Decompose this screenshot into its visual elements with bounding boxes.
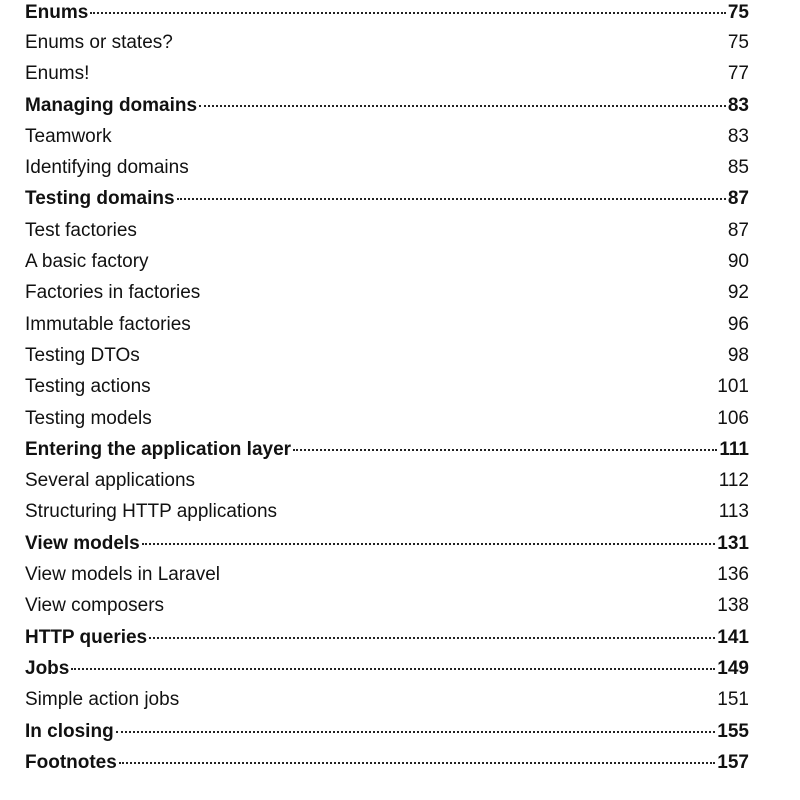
toc-entry[interactable] [25, 246, 749, 277]
dot-leader [199, 105, 726, 107]
dot-leader [119, 762, 715, 764]
toc-entry[interactable] [25, 152, 749, 183]
toc-entry[interactable] [25, 215, 749, 246]
toc-entry-page: 136 [717, 564, 749, 586]
toc-entry-page: 149 [717, 657, 749, 679]
toc-entry-title: Several applications [25, 470, 196, 492]
toc-entry-page: 75 [727, 2, 749, 23]
toc-entry-page: 90 [727, 251, 749, 273]
toc-entry-title: Entering the application layer [25, 438, 292, 460]
toc-entry-title: Identifying domains [25, 157, 189, 179]
toc-entry-title: Testing domains [25, 188, 175, 210]
toc-entry-page: 87 [727, 188, 749, 210]
toc-entry-page: 131 [717, 532, 749, 554]
toc-entry-page: 83 [727, 94, 749, 116]
toc-entry[interactable] [25, 747, 749, 778]
toc-entry-title: Test factories [25, 219, 137, 241]
toc-entry-title: A basic factory [25, 251, 149, 273]
toc-entry[interactable] [25, 90, 749, 121]
toc-entry-title: In closing [25, 720, 114, 742]
toc-entry[interactable] [25, 434, 749, 465]
toc-entry[interactable] [25, 559, 749, 590]
toc-entry-title: HTTP queries [25, 626, 148, 648]
toc-entry-page: 75 [727, 32, 749, 53]
dot-leader [149, 637, 715, 639]
toc-entry-title: Footnotes [25, 751, 117, 773]
toc-entry[interactable] [25, 528, 749, 559]
table-of-contents [25, 0, 749, 778]
toc-entry[interactable] [25, 309, 749, 340]
toc-entry-page: 77 [727, 63, 749, 85]
toc-entry[interactable] [25, 277, 749, 308]
toc-entry-page: 151 [717, 689, 749, 711]
toc-entry-page: 155 [717, 720, 749, 742]
toc-entry-page: 157 [717, 751, 749, 773]
toc-entry[interactable] [25, 465, 749, 496]
toc-entry-title: Enums! [25, 63, 90, 85]
dot-leader [177, 198, 726, 200]
toc-entry-page: 141 [717, 626, 749, 648]
dot-leader [293, 449, 717, 451]
toc-entry-title: Jobs [25, 657, 70, 679]
toc-entry-page: 98 [727, 344, 749, 366]
dot-leader [90, 12, 726, 14]
dot-leader [142, 543, 716, 545]
toc-entry-title: Enums or states? [25, 32, 173, 53]
toc-entry[interactable] [25, 684, 749, 715]
toc-entry-page: 101 [717, 376, 749, 398]
toc-entry[interactable] [25, 0, 749, 27]
toc-entry[interactable] [25, 121, 749, 152]
toc-entry-page: 85 [727, 157, 749, 179]
toc-entry-page: 112 [718, 470, 749, 492]
toc-entry-title: View composers [25, 595, 165, 617]
toc-entry-title: Enums [25, 2, 89, 23]
toc-entry[interactable] [25, 496, 749, 527]
toc-entry-title: Testing actions [25, 376, 151, 398]
toc-entry-page: 106 [717, 407, 749, 429]
toc-entry[interactable] [25, 590, 749, 621]
toc-entry-title: Teamwork [25, 125, 112, 147]
dot-leader [116, 731, 716, 733]
toc-entry-page: 92 [727, 282, 749, 304]
toc-entry[interactable] [25, 371, 749, 402]
toc-entry-page: 87 [727, 219, 749, 241]
toc-entry[interactable] [25, 58, 749, 89]
toc-entry-title: Testing DTOs [25, 344, 140, 366]
toc-entry[interactable] [25, 27, 749, 58]
toc-entry-title: View models [25, 532, 140, 554]
toc-entry[interactable] [25, 716, 749, 747]
toc-entry-title: Simple action jobs [25, 689, 180, 711]
toc-entry-page: 83 [727, 125, 749, 147]
toc-entry-title: View models in Laravel [25, 564, 221, 586]
toc-entry[interactable] [25, 653, 749, 684]
toc-entry-title: Testing models [25, 407, 152, 429]
toc-entry-title: Factories in factories [25, 282, 201, 304]
toc-entry-page: 111 [719, 438, 749, 460]
toc-entry-title: Managing domains [25, 94, 198, 116]
toc-entry-page: 138 [717, 595, 749, 617]
toc-entry-page: 113 [718, 501, 749, 523]
toc-entry[interactable] [25, 183, 749, 214]
toc-entry[interactable] [25, 340, 749, 371]
toc-entry[interactable] [25, 622, 749, 653]
toc-entry-title: Immutable factories [25, 313, 191, 335]
toc-entry-page: 96 [727, 313, 749, 335]
dot-leader [71, 668, 715, 670]
toc-entry[interactable] [25, 403, 749, 434]
toc-entry-title: Structuring HTTP applications [25, 501, 278, 523]
